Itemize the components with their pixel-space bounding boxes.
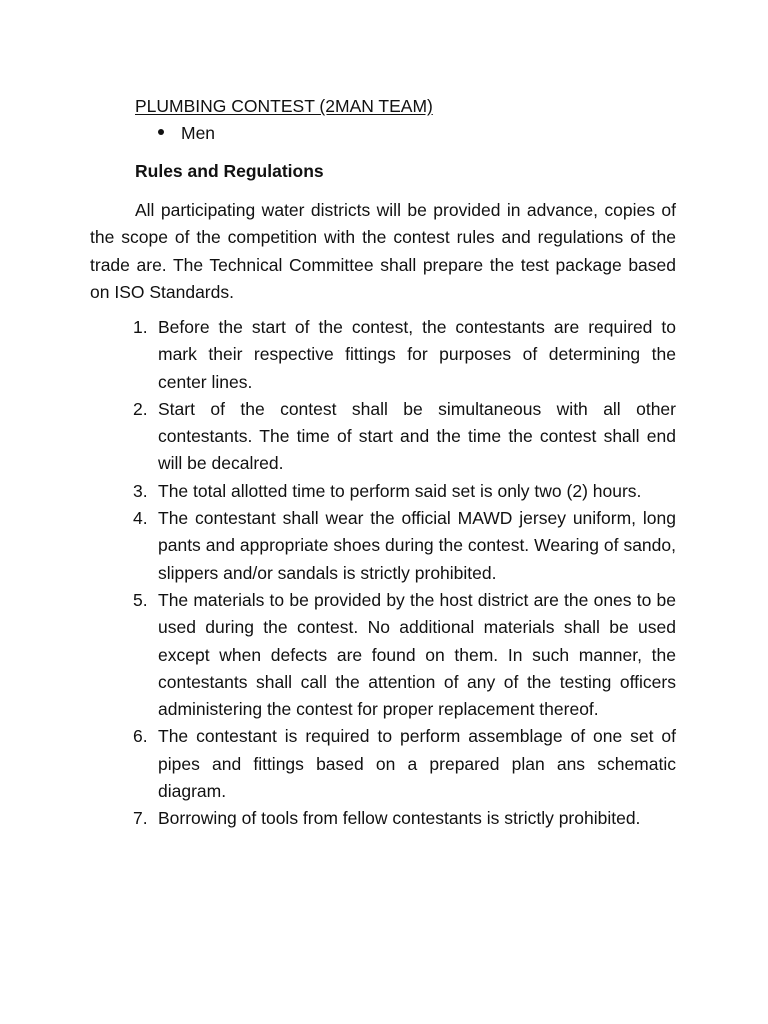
rule-text: Before the start of the contest, the contestants are required to mark their respective fittings for purposes of determining the center lines. — [158, 317, 676, 392]
rule-item-1 — [90, 314, 676, 396]
rule-number: 5. — [133, 589, 148, 610]
rule-number: 1. — [133, 317, 148, 337]
rule-text: The total allotted time to perform said set is only two (2) hours. — [158, 480, 642, 501]
rule-item-4 — [90, 505, 676, 587]
rule-number: 3. — [133, 480, 148, 501]
intro-paragraph: All participating water districts will be provided in advance, copies of the scope of the competition with the contest rules and regulations of the trade are. The Technical Committee shall prepare the test package based on ISO Standards. — [90, 200, 676, 302]
rule-text: The contestant is required to perform assemblage of one set of pipes and fittings based on a prepared plan ans schematic diagram. — [158, 726, 676, 802]
rule-number: 6. — [133, 726, 148, 747]
rule-text: Start of the contest shall be simultaneous with all other contestants. The time of start and the time the contest shall end will be decalred. — [158, 398, 676, 474]
document-title: PLUMBING CONTEST (2MAN TEAM) — [135, 96, 433, 116]
rule-number: 2. — [133, 398, 148, 419]
rule-text: The materials to be provided by the host district are the ones to be used during the contest. No additional materials shall be used except when defects are found on them. In such manner, the contestants shall call the attention of any of the testing officers administering the contest for proper replacement thereof. — [158, 589, 676, 720]
category-bullet-label: Men — [181, 123, 216, 143]
rule-number: 7. — [133, 808, 148, 829]
rule-item-7 — [90, 805, 676, 832]
rule-item-2 — [90, 396, 676, 478]
rule-number: 4. — [133, 508, 148, 529]
rules-list — [90, 314, 676, 833]
rule-item-5 — [90, 587, 676, 723]
rule-text: The contestant shall wear the official MAWD jersey uniform, long pants and appropriate shoes during the contest. Wearing of sando, slippers and/or sandals is strictly prohibited. — [158, 508, 676, 583]
rule-item-3 — [90, 478, 676, 505]
category-bullet-item — [158, 122, 215, 144]
bullet-icon — [158, 129, 164, 135]
section-heading: Rules and Regulations — [135, 161, 324, 181]
rule-item-6 — [90, 723, 676, 805]
rule-text: Borrowing of tools from fellow contestants is strictly prohibited. — [158, 808, 641, 829]
